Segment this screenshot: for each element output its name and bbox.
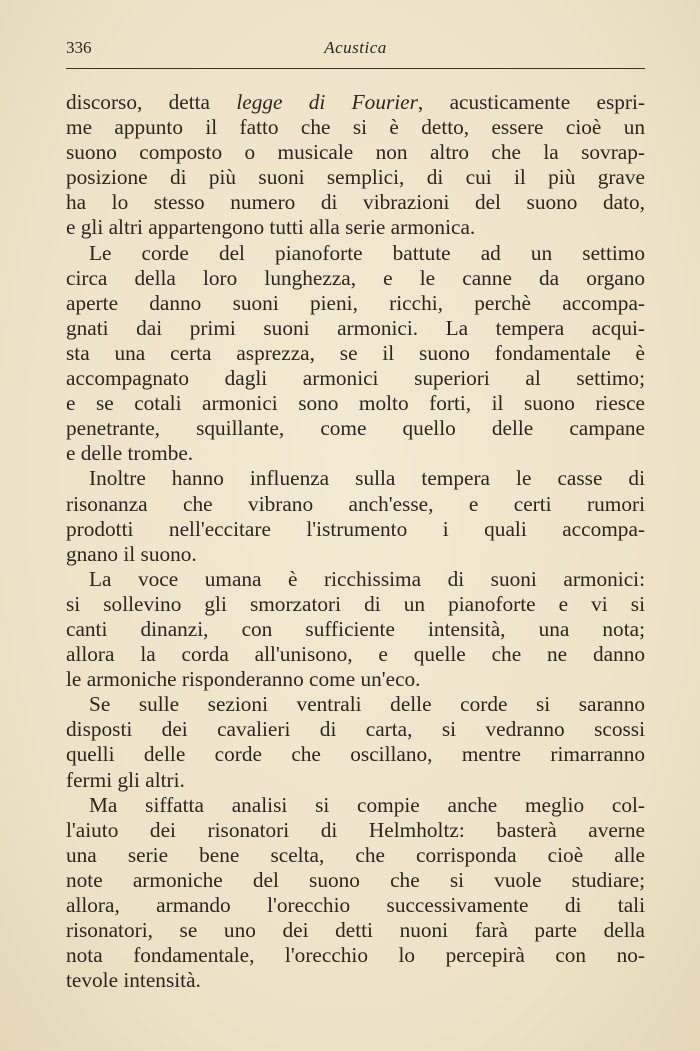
paragraph-first-line: La voce umana è ricchissima di suoni armonici: bbox=[89, 566, 645, 591]
text-segment: , acusticamente espri- bbox=[417, 90, 645, 114]
text-line: e delle trombe. bbox=[66, 441, 194, 466]
text-line: circa della loro lunghezza, e le canne da organo bbox=[66, 265, 645, 290]
text-line: allora la corda all'unisono, e quelle che ne danno bbox=[66, 642, 645, 667]
text-line: me appunto il fatto che si è detto, essere cioè un bbox=[66, 115, 645, 140]
body-text bbox=[66, 90, 645, 993]
text-line: penetrante, squillante, come quello delle campane bbox=[66, 416, 645, 441]
running-title: Acustica bbox=[324, 38, 387, 57]
paragraph-first-line: Inoltre hanno influenza sulla tempera le casse di bbox=[89, 466, 645, 491]
text-line: accompagnato dagli armonici superiori al settimo; bbox=[66, 366, 645, 391]
text-line: ha lo stesso numero di vibrazioni del suono dato, bbox=[66, 190, 645, 215]
text-line: quelli delle corde che oscillano, mentre rimarranno bbox=[66, 742, 645, 767]
text-line: disposti dei cavalieri di carta, si vedranno scossi bbox=[66, 717, 645, 742]
text-line: le armoniche risponderanno come un'eco. bbox=[66, 667, 421, 692]
text-line: fermi gli altri. bbox=[66, 767, 185, 792]
paragraph-first-line: Se sulle sezioni ventrali delle corde si saranno bbox=[89, 692, 645, 717]
page-number: 336 bbox=[66, 38, 92, 57]
text-line: canti dinanzi, con sufficiente intensità, una nota; bbox=[66, 616, 645, 641]
text-line: l'aiuto dei risonatori di Helmholtz: basterà averne bbox=[66, 817, 645, 842]
text-line: gnano il suono. bbox=[66, 541, 197, 566]
text-line: una serie bene scelta, che corrisponda cioè alle bbox=[66, 842, 645, 867]
text-line: gnati dai primi suoni armonici. La tempera acqui- bbox=[66, 315, 645, 340]
paragraph-first-line: Ma siffatta analisi si compie anche meglio col- bbox=[89, 792, 645, 817]
text-line bbox=[66, 90, 645, 115]
text-line: e se cotali armonici sono molto forti, il suono riesce bbox=[66, 391, 645, 416]
text-line: posizione di più suoni semplici, di cui il più grave bbox=[66, 165, 645, 190]
paragraph-first-line: Le corde del pianoforte battute ad un settimo bbox=[89, 240, 645, 265]
italic-term: legge di Fourier bbox=[236, 90, 418, 114]
text-line: prodotti nell'eccitare l'istrumento i quali accompa- bbox=[66, 516, 645, 541]
text-line: e gli altri appartengono tutti alla serie armonica. bbox=[66, 215, 476, 240]
header-rule bbox=[66, 68, 645, 69]
text-line: si sollevino gli smorzatori di un pianoforte e vi si bbox=[66, 591, 645, 616]
text-line: aperte danno suoni pieni, ricchi, perchè accompa- bbox=[66, 290, 645, 315]
page-header bbox=[66, 38, 645, 62]
text-line: note armoniche del suono che si vuole studiare; bbox=[66, 867, 645, 892]
text-line: suono composto o musicale non altro che la sovrap- bbox=[66, 140, 645, 165]
text-line: nota fondamentale, l'orecchio lo percepirà con no- bbox=[66, 943, 645, 968]
text-line: risonatori, se uno dei detti nuoni farà parte della bbox=[66, 918, 645, 943]
text-line: allora, armando l'orecchio successivamente di tali bbox=[66, 893, 645, 917]
text-line: sta una certa asprezza, se il suono fondamentale è bbox=[66, 340, 645, 365]
text-line: tevole intensità. bbox=[66, 968, 201, 993]
text-segment: discorso, detta bbox=[66, 90, 237, 114]
text-line: risonanza che vibrano anch'esse, e certi rumori bbox=[66, 491, 645, 516]
